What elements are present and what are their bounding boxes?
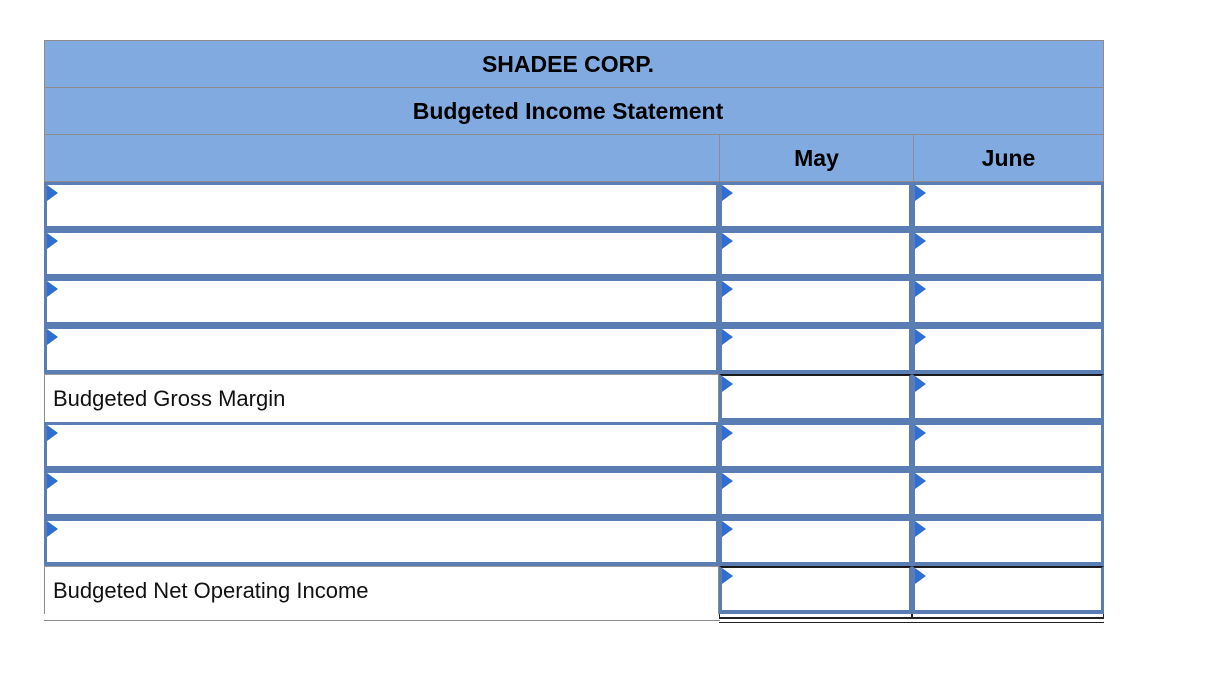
may-input[interactable]	[722, 521, 909, 562]
column-header-june: June	[981, 144, 1036, 171]
label-input[interactable]	[47, 233, 716, 274]
row-label: Budgeted Net Operating Income	[44, 566, 719, 614]
june-input[interactable]	[915, 281, 1101, 322]
column-header-row	[44, 134, 1104, 182]
table-row	[44, 326, 1104, 374]
statement-title: Budgeted Income Statement	[412, 97, 724, 124]
table-row	[44, 230, 1104, 278]
june-input[interactable]	[915, 233, 1101, 274]
may-input[interactable]	[722, 425, 909, 466]
may-input[interactable]	[722, 376, 909, 418]
may-input[interactable]	[722, 281, 909, 322]
label-input[interactable]	[47, 425, 716, 466]
june-input-cell[interactable]	[912, 182, 1104, 230]
label-input[interactable]	[47, 185, 716, 226]
label-input-cell[interactable]	[44, 422, 719, 470]
june-input-cell[interactable]	[912, 470, 1104, 518]
june-input[interactable]	[915, 185, 1101, 226]
label-input-cell[interactable]	[44, 230, 719, 278]
june-input[interactable]	[915, 425, 1101, 466]
may-input[interactable]	[722, 233, 909, 274]
june-input-cell[interactable]	[912, 566, 1104, 614]
row-label: Budgeted Gross Margin	[44, 374, 719, 422]
title-header-row	[44, 87, 1104, 134]
table-row	[44, 470, 1104, 518]
may-input[interactable]	[722, 568, 909, 610]
may-input[interactable]	[722, 185, 909, 226]
label-input-cell[interactable]	[44, 326, 719, 374]
may-input-cell[interactable]	[719, 230, 912, 278]
label-input-cell[interactable]	[44, 278, 719, 326]
june-input-cell[interactable]	[912, 326, 1104, 374]
may-input[interactable]	[722, 473, 909, 514]
company-name: SHADEE CORP.	[481, 50, 655, 77]
label-input-cell[interactable]	[44, 182, 719, 230]
june-input-cell[interactable]	[912, 422, 1104, 470]
column-header-label	[45, 135, 720, 181]
column-header-may: May	[720, 135, 914, 181]
june-input-cell[interactable]	[912, 518, 1104, 566]
may-input-cell[interactable]	[719, 422, 912, 470]
label-input[interactable]	[47, 281, 716, 322]
may-input-cell[interactable]	[719, 470, 912, 518]
table-row	[44, 518, 1104, 566]
may-input-cell[interactable]	[719, 278, 912, 326]
table-row	[44, 422, 1104, 470]
june-input[interactable]	[915, 568, 1101, 610]
may-input-cell[interactable]	[719, 374, 912, 422]
may-input-cell[interactable]	[719, 326, 912, 374]
table-row	[44, 374, 1104, 422]
may-input[interactable]	[722, 329, 909, 370]
statement-rows	[44, 182, 1104, 614]
june-input[interactable]	[915, 473, 1101, 514]
june-input[interactable]	[915, 521, 1101, 562]
june-input-cell[interactable]	[912, 374, 1104, 422]
june-input[interactable]	[915, 329, 1101, 370]
label-input-cell[interactable]	[44, 518, 719, 566]
table-row	[44, 566, 1104, 614]
may-input-cell[interactable]	[719, 182, 912, 230]
may-input-cell[interactable]	[719, 518, 912, 566]
june-input[interactable]	[915, 376, 1101, 418]
company-header-row	[44, 40, 1104, 87]
june-input-cell[interactable]	[912, 230, 1104, 278]
table-row	[44, 278, 1104, 326]
label-input[interactable]	[47, 473, 716, 514]
label-input-cell[interactable]	[44, 470, 719, 518]
may-input-cell[interactable]	[719, 566, 912, 614]
label-input[interactable]	[47, 521, 716, 562]
table-row	[44, 182, 1104, 230]
label-input[interactable]	[47, 329, 716, 370]
june-input-cell[interactable]	[912, 278, 1104, 326]
table-bottom-border	[44, 620, 720, 621]
income-statement-table	[44, 40, 1104, 614]
